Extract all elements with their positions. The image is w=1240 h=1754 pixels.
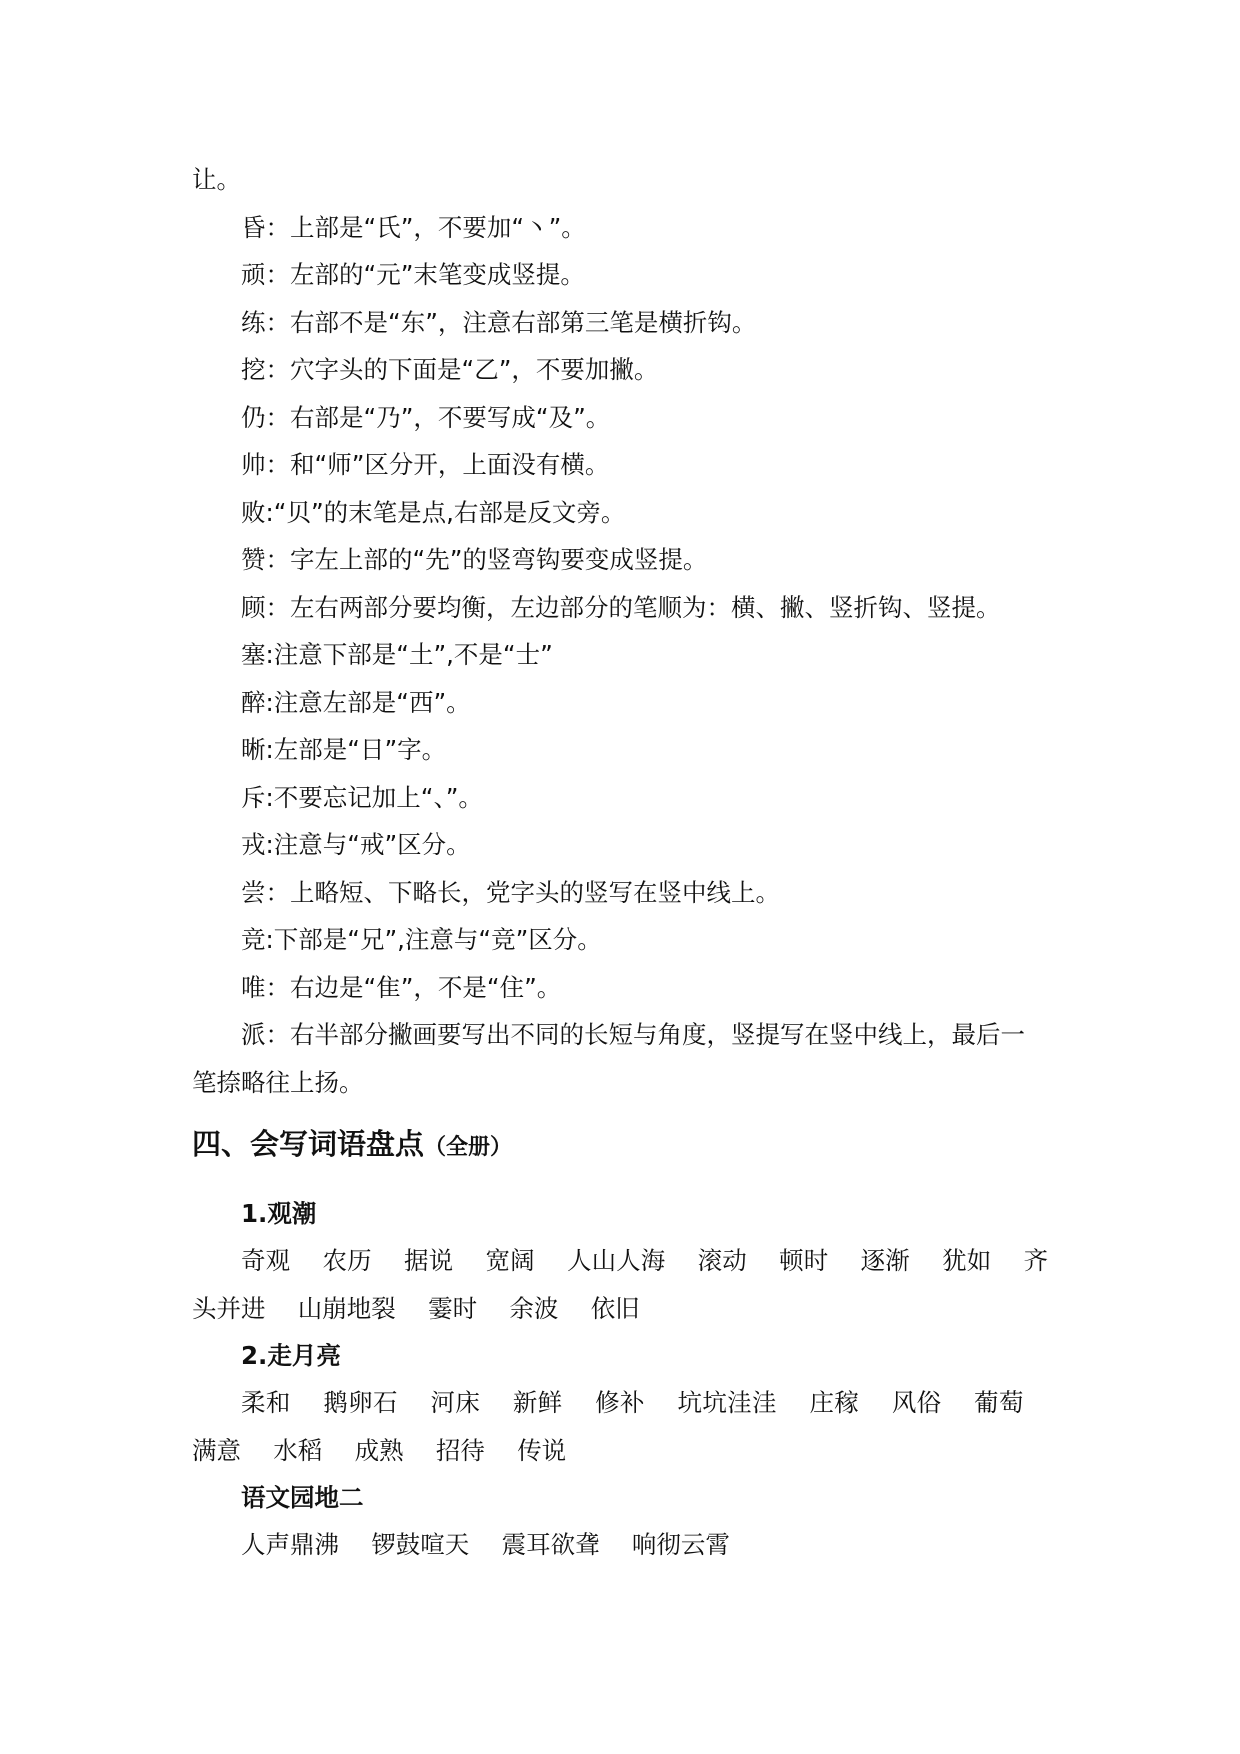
word-list	[192, 1379, 1048, 1474]
word-item: 鹅卵石	[323, 1388, 398, 1417]
note-item: 戎:注意与“戒”区分。	[241, 830, 471, 859]
word-item: 柔和	[241, 1388, 291, 1417]
word-item: 据说	[404, 1246, 454, 1275]
document-page	[192, 156, 1048, 1569]
word-item: 水稻	[273, 1435, 323, 1465]
word-item: 宽阔	[485, 1246, 535, 1275]
word-item: 农历	[322, 1246, 372, 1275]
word-item: 河床	[430, 1388, 481, 1417]
word-item: 奇观	[241, 1246, 291, 1275]
word-item: 依旧	[590, 1293, 640, 1323]
word-item: 齐头并进	[192, 1246, 1049, 1323]
note-item: 尝：上略短、下略长，党字头的竖写在竖中线上。	[241, 877, 780, 907]
note-item: 仍：右部是“乃”，不要写成“及”。	[241, 402, 611, 432]
note-item: 赞：字左上部的“先”的竖弯钩要变成竖提。	[241, 545, 708, 574]
section-heading	[192, 1121, 1048, 1171]
word-item: 葡萄	[974, 1388, 1024, 1417]
word-item: 坑坑洼洼	[677, 1388, 777, 1417]
word-item: 震耳欲聋	[501, 1530, 600, 1559]
note-item: 醉:注意左部是“西”。	[241, 687, 471, 717]
word-list	[192, 1237, 1048, 1332]
word-item: 锣鼓喧天	[371, 1530, 470, 1559]
note-item: 昏：上部是“氏”，不要加“丶”。	[241, 212, 586, 242]
word-item: 招待	[435, 1435, 485, 1465]
note-item: 败:“贝”的末笔是点,右部是反文旁。	[241, 497, 626, 527]
word-item: 庄稼	[809, 1388, 860, 1417]
note-item: 顾：左右两部分要均衡，左边部分的笔顺为：横、撇、竖折钩、竖提。	[241, 592, 1001, 622]
word-groups	[192, 1190, 1048, 1569]
paragraph-continuation: 让。	[192, 165, 241, 194]
word-item: 响彻云霄	[631, 1530, 730, 1559]
word-item: 新鲜	[512, 1388, 563, 1417]
word-item: 满意	[192, 1435, 241, 1465]
note-item: 唯：右边是“隹”，不是“住”。	[241, 972, 562, 1002]
note-item: 塞:注意下部是“土”,不是“士”	[241, 640, 553, 669]
word-item: 成熟	[354, 1435, 404, 1465]
group-title: 语文园地二	[241, 1483, 364, 1512]
word-item: 犹如	[942, 1246, 992, 1275]
note-item: 竞:下部是“兄”,注意与“竞”区分。	[241, 925, 602, 954]
section-subtitle: （全册）	[424, 1135, 513, 1160]
note-item: 帅：和“师”区分开，上面没有横。	[241, 450, 610, 479]
word-item: 霎时	[428, 1293, 478, 1323]
section-title: 四、会写词语盘点	[192, 1127, 425, 1161]
writing-notes-list	[192, 204, 1048, 1107]
note-item: 挖：穴字头的下面是“乙”，不要加撇。	[241, 355, 659, 384]
note-item: 顽：左部的“元”末笔变成竖提。	[241, 260, 585, 289]
note-item: 练：右部不是“东”，注意右部第三笔是横折钩。	[241, 307, 757, 337]
word-item: 山崩地裂	[297, 1293, 396, 1323]
word-item: 风俗	[891, 1388, 942, 1417]
word-item: 人声鼎沸	[241, 1530, 339, 1559]
note-item: 晰:左部是“日”字。	[241, 735, 447, 764]
word-item: 人山人海	[567, 1246, 666, 1275]
group-title: 2.走月亮	[241, 1341, 341, 1370]
word-item: 滚动	[697, 1246, 747, 1275]
word-item: 顿时	[779, 1246, 829, 1275]
word-list	[192, 1521, 1048, 1569]
group-title: 1.观潮	[241, 1199, 317, 1228]
note-item: 派：右半部分撇画要写出不同的长短与角度，竖提写在竖中线上，最后一笔捺略往上扬。	[192, 1020, 1025, 1097]
word-item: 传说	[517, 1435, 567, 1465]
note-item: 斥:不要忘记加上“、”。	[241, 782, 483, 812]
word-item: 修补	[595, 1388, 645, 1417]
word-item: 余波	[509, 1293, 559, 1323]
word-item: 逐渐	[860, 1246, 910, 1275]
